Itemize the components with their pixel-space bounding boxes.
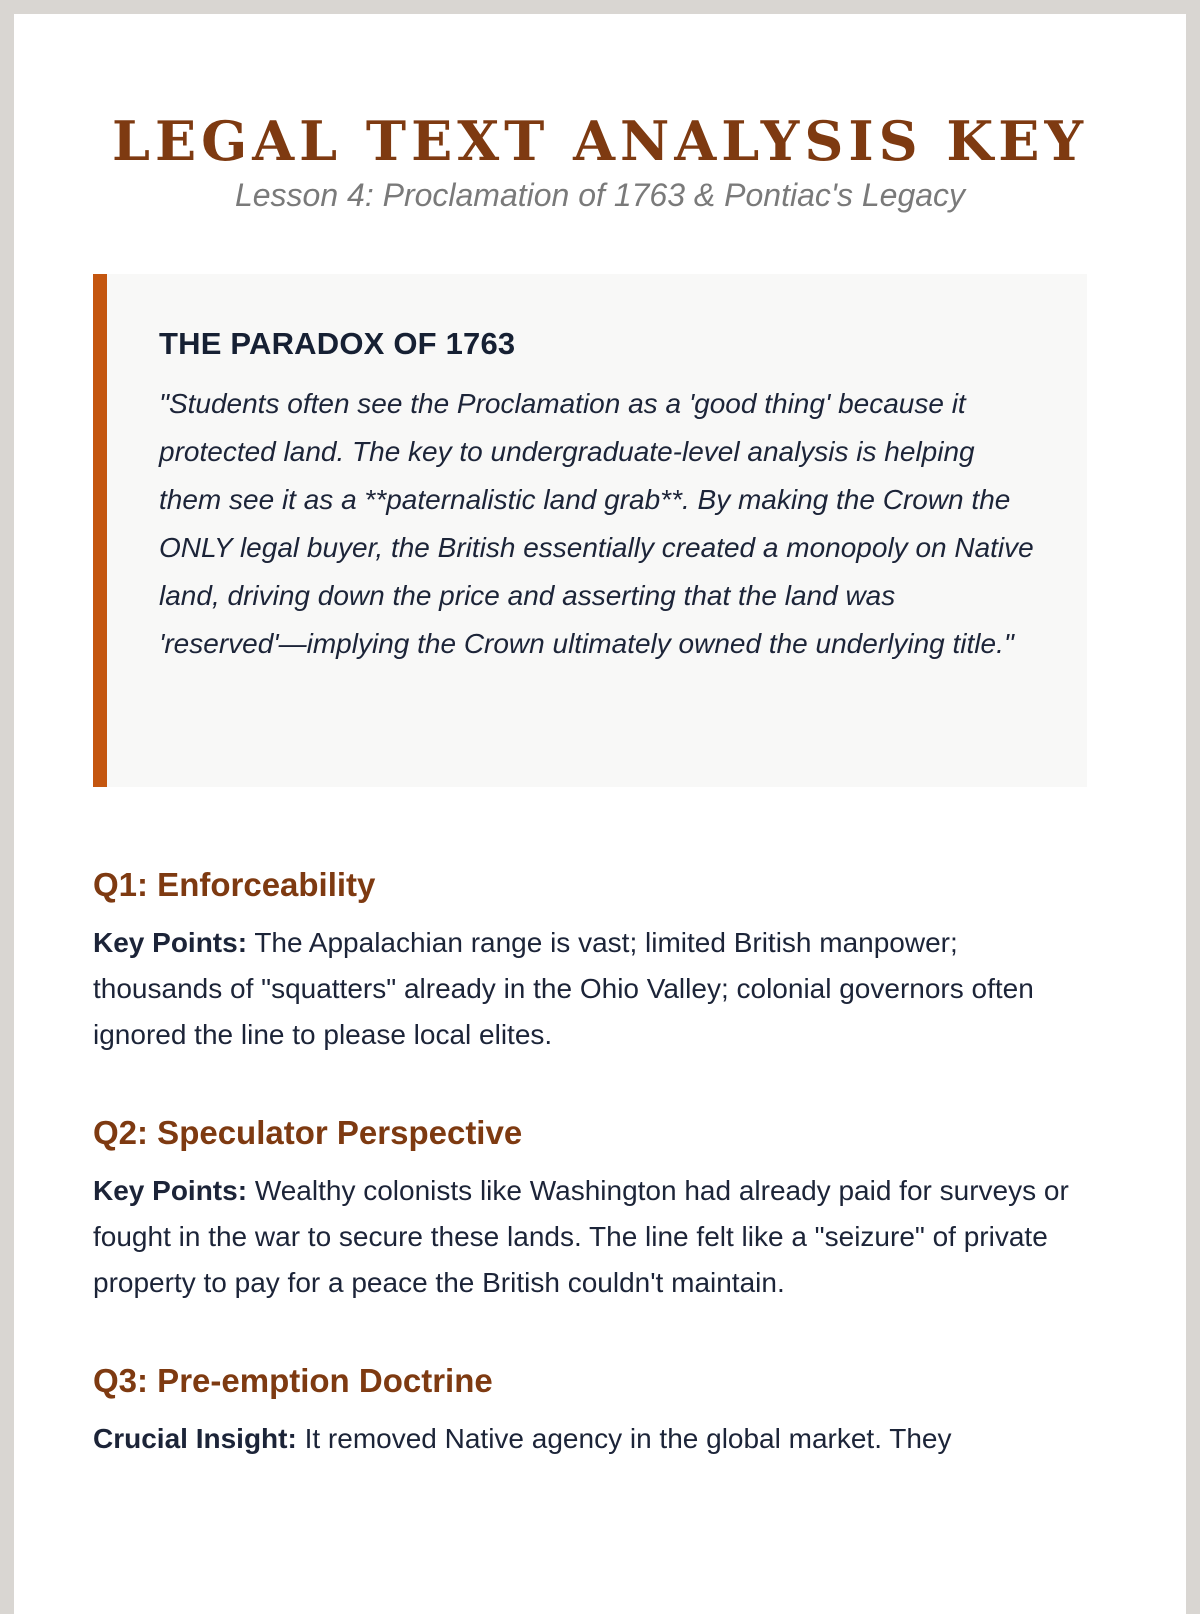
document-header xyxy=(14,14,1186,214)
callout-quote: "Students often see the Proclamation as a 'good thing' because it protected land. The key to undergraduate-level analysis is helping them see it as a **paternalistic land grab**. By making the Crown the ONLY legal buyer, the British essentially created a monopoly on Native land, driving down the price and asserting that the land was 'reserved'—implying the Crown ultimately owned the underlying title." xyxy=(159,388,1034,659)
question-label: Key Points: xyxy=(93,927,248,958)
question-body xyxy=(93,1168,1087,1306)
question-text: It removed Native agency in the global market. They xyxy=(304,1423,952,1454)
document-title: LEGAL TEXT ANALYSIS KEY xyxy=(111,109,1089,173)
question-title: Q3: Pre-emption Doctrine xyxy=(93,1362,493,1399)
document-page xyxy=(14,14,1186,1614)
question-item-q2 xyxy=(93,1110,1087,1306)
question-body xyxy=(93,920,1087,1058)
question-label: Key Points: xyxy=(93,1175,248,1206)
question-item-q3 xyxy=(93,1358,1087,1462)
question-item-q1 xyxy=(93,862,1087,1058)
question-title: Q1: Enforceability xyxy=(93,866,376,903)
question-title: Q2: Speculator Perspective xyxy=(93,1114,523,1151)
callout-heading: THE PARADOX OF 1763 xyxy=(159,326,516,361)
paradox-callout xyxy=(93,274,1087,787)
question-label: Crucial Insight: xyxy=(93,1423,297,1454)
question-list xyxy=(93,862,1087,1514)
document-subtitle: Lesson 4: Proclamation of 1763 & Pontiac's Legacy xyxy=(234,177,966,214)
question-body xyxy=(93,1416,1087,1462)
question-text: The Appalachian range is vast; limited British manpower; thousands of "squatters" already in the Ohio Valley; colonial governors often ignored the line to please local elites. xyxy=(93,927,1034,1050)
question-text: Wealthy colonists like Washington had already paid for surveys or fought in the war to secure these lands. The line felt like a "seizure" of private property to pay for a peace the British couldn't maintain. xyxy=(93,1175,1069,1298)
